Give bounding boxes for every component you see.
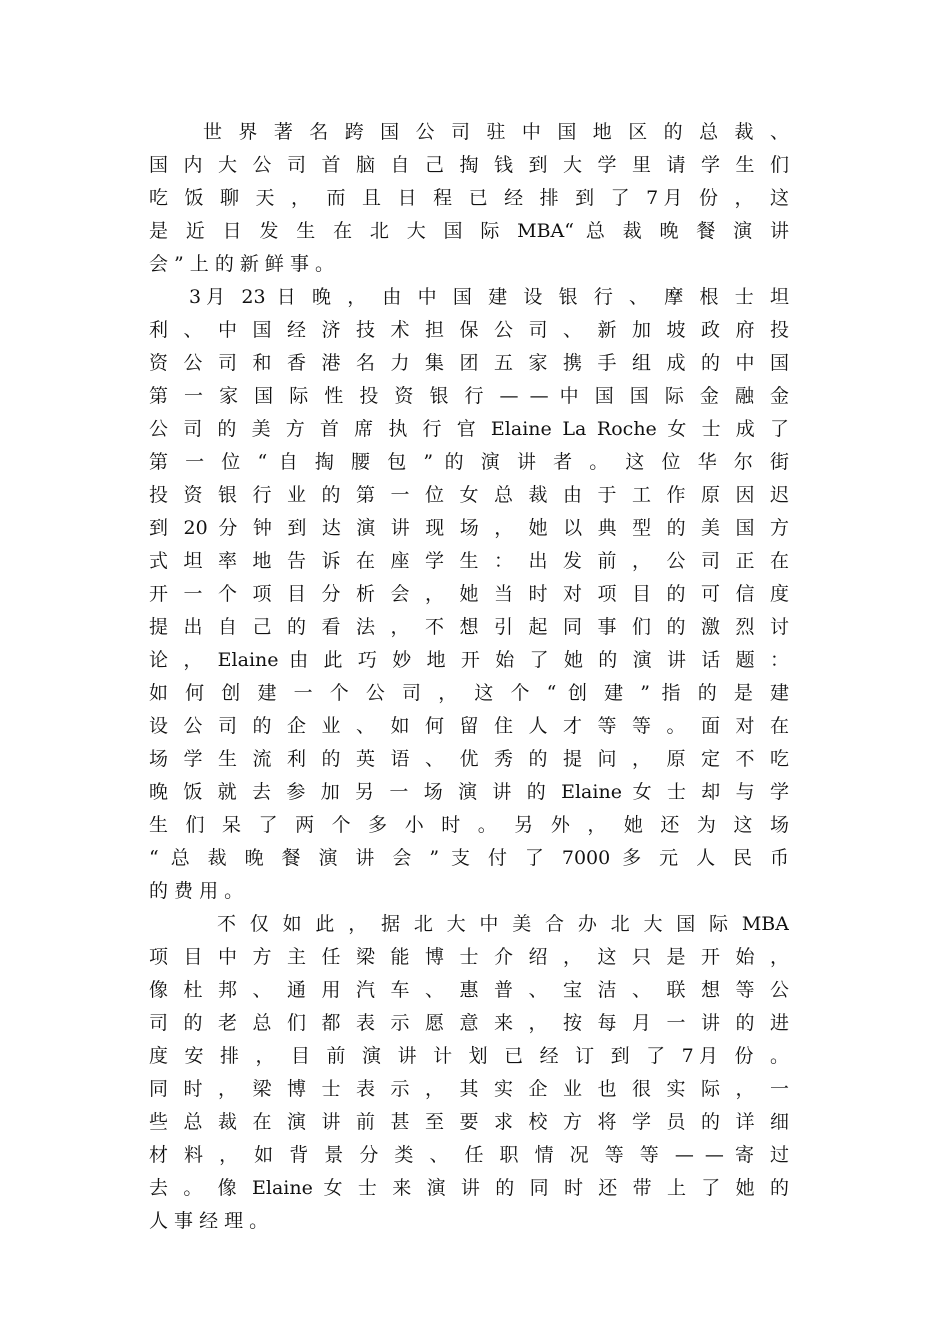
text-line: 3月 23 日 晚 ， 由 中 国 建 设 银 行 、 摩 根 士 坦 [189, 286, 789, 308]
text-line: 利 、 中 国 经 济 技 术 担 保 公 司 、 新 加 坡 政 府 投 [149, 319, 789, 341]
paragraph-2 [149, 281, 789, 908]
text-line: 公 司 的 美 方 首 席 执 行 官 Elaine La Roche 女 士 成 了 [149, 418, 789, 440]
text-line: 是 近 日 发 生 在 北 大 国 际 MBA“ 总 裁 晚 餐 演 讲 [149, 220, 789, 242]
text-line: 度 安 排 ， 目 前 演 讲 计 划 已 经 订 到 了 7月 份 。 [149, 1045, 789, 1067]
text-line: 去 。 像 Elaine 女 士 来 演 讲 的 同 时 还 带 上 了 她 的 [149, 1177, 789, 1199]
text-line: 第 一 家 国 际 性 投 资 银 行 — — 中 国 国 际 金 融 金 [149, 385, 789, 407]
text-line: 晚 饭 就 去 参 加 另 一 场 演 讲 的 Elaine 女 士 却 与 学 [149, 781, 789, 803]
text-line: 司 的 老 总 们 都 表 示 愿 意 来 ， 按 每 月 一 讲 的 进 [149, 1012, 789, 1034]
text-line: 开 一 个 项 目 分 析 会 ， 她 当 时 对 项 目 的 可 信 度 [149, 583, 789, 605]
text-line: 式 坦 率 地 告 诉 在 座 学 生 ： 出 发 前 ， 公 司 正 在 [149, 550, 789, 572]
text-line: 些 总 裁 在 演 讲 前 甚 至 要 求 校 方 将 学 员 的 详 细 [149, 1111, 789, 1133]
text-line: 资 公 司 和 香 港 名 力 集 团 五 家 携 手 组 成 的 中 国 [149, 352, 789, 374]
text-line: 投 资 银 行 业 的 第 一 位 女 总 裁 由 于 工 作 原 因 迟 [149, 484, 789, 506]
text-line: 人 事 经 理 。 [149, 1210, 269, 1232]
text-line: “ 总 裁 晚 餐 演 讲 会 ” 支 付 了 7000 多 元 人 民 币 [149, 847, 789, 869]
text-line: 项 目 中 方 主 任 梁 能 博 士 介 绍 ， 这 只 是 开 始 ， [149, 946, 789, 968]
text-line: 世 界 著 名 跨 国 公 司 驻 中 国 地 区 的 总 裁 、 [203, 121, 789, 143]
text-line: 提 出 自 己 的 看 法 ， 不 想 引 起 同 事 们 的 激 烈 讨 [149, 616, 789, 638]
paragraph-3 [149, 908, 789, 1238]
text-line: 像 杜 邦 、 通 用 汽 车 、 惠 普 、 宝 洁 、 联 想 等 公 [149, 979, 789, 1001]
text-line: 生 们 呆 了 两 个 多 小 时 。 另 外 ， 她 还 为 这 场 [149, 814, 789, 836]
text-line: 第 一 位 “ 自 掏 腰 包 ” 的 演 讲 者 。 这 位 华 尔 街 [149, 451, 789, 473]
text-line: 的 费 用 。 [149, 880, 244, 902]
document-page [149, 116, 789, 1238]
paragraph-1 [149, 116, 789, 281]
text-line: 吃 饭 聊 天 ， 而 且 日 程 已 经 排 到 了 7月 份 ， 这 [149, 187, 789, 209]
text-line: 会 ” 上 的 新 鲜 事 。 [149, 253, 334, 275]
text-line: 设 公 司 的 企 业 、 如 何 留 住 人 才 等 等 。 面 对 在 [149, 715, 789, 737]
text-line: 场 学 生 流 利 的 英 语 、 优 秀 的 提 问 ， 原 定 不 吃 [149, 748, 789, 770]
text-line: 不 仅 如 此 ， 据 北 大 中 美 合 办 北 大 国 际 MBA [217, 913, 789, 935]
text-line: 论 ， Elaine 由 此 巧 妙 地 开 始 了 她 的 演 讲 话 题 ： [149, 649, 789, 671]
text-line: 同 时 ， 梁 博 士 表 示 ， 其 实 企 业 也 很 实 际 ， 一 [149, 1078, 789, 1100]
text-line: 国 内 大 公 司 首 脑 自 己 掏 钱 到 大 学 里 请 学 生 们 [149, 154, 789, 176]
text-line: 材 料 ， 如 背 景 分 类 、 任 职 情 况 等 等 — — 寄 过 [149, 1144, 789, 1166]
text-line: 如 何 创 建 一 个 公 司 ， 这 个 “ 创 建 ” 指 的 是 建 [149, 682, 789, 704]
text-line: 到 20 分 钟 到 达 演 讲 现 场 ， 她 以 典 型 的 美 国 方 [149, 517, 789, 539]
